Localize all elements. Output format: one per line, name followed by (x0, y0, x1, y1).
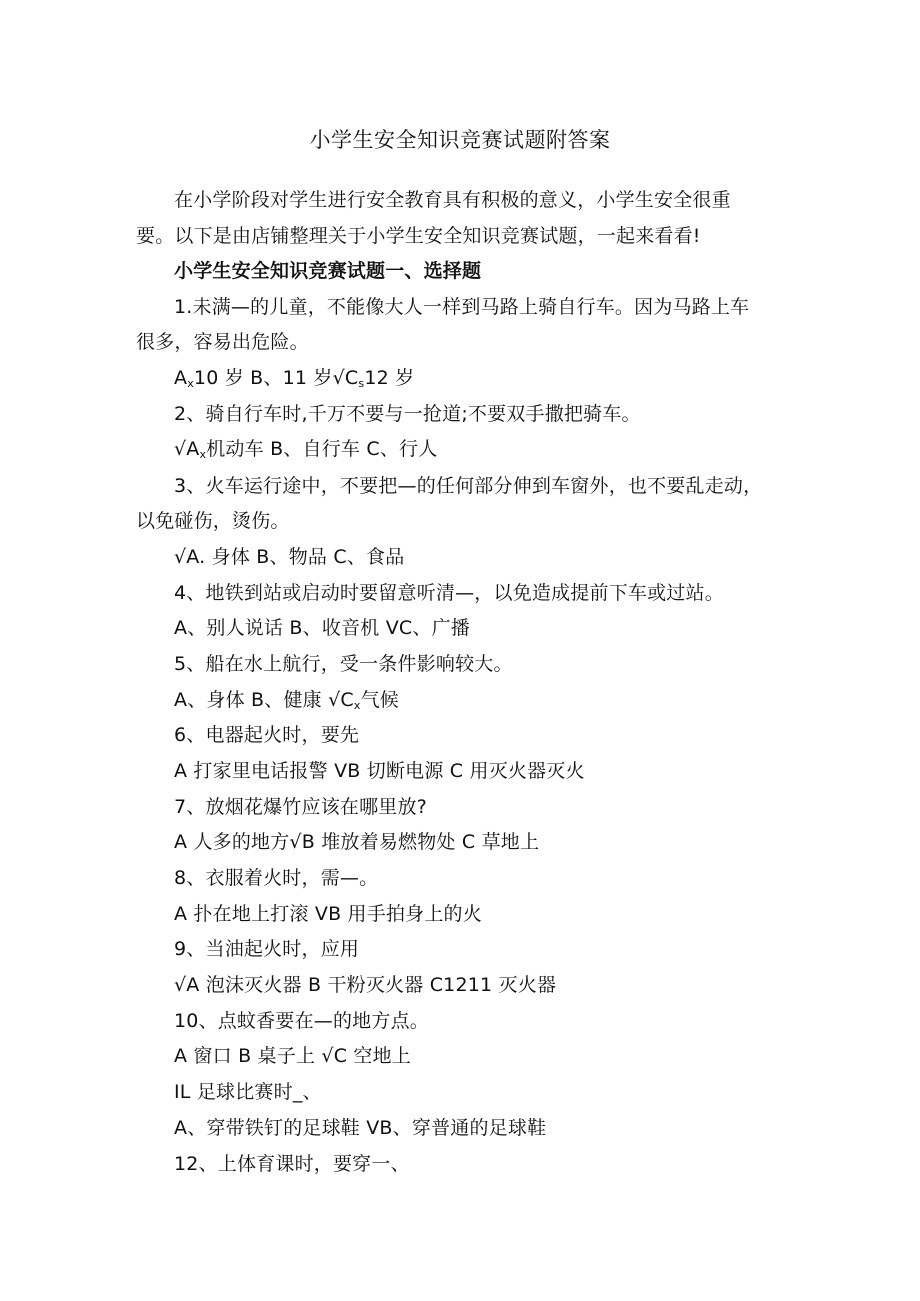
question-2: 2、骑自行车时,千万不要与一抢道;不要双手撒把骑车。 (174, 403, 641, 425)
options-text: A、身体 B、健康 √C (174, 689, 354, 711)
question-9: 9、当油起火时，应用 (174, 938, 360, 960)
question-3-line-1: 3、火车运行途中，不要把—的任何部分伸到车窗外，也不要乱走动， (174, 475, 763, 497)
question-4-options: A、别人说话 B、收音机 VC、广播 (174, 617, 470, 639)
question-5: 5、船在水上航行，受一条件影响较大。 (174, 653, 513, 675)
question-4: 4、地铁到站或启动时要留意听清—，以免造成提前下车或过站。 (174, 582, 724, 604)
intro-paragraph-line-2: 要。以下是由店铺整理关于小学生安全知识竞赛试题，一起来看看! (136, 225, 701, 247)
question-1-options (174, 364, 414, 398)
question-11: IL 足球比赛时_、 (174, 1081, 322, 1103)
options-text: 10 岁 B、11 岁√C (193, 367, 359, 389)
question-6-options: A 打家里电话报警 VB 切断电源 C 用灭火器灭火 (174, 760, 585, 782)
subscript-mark: x (187, 377, 194, 390)
subscript-mark: x (353, 699, 361, 712)
question-2-options (174, 435, 437, 469)
section-heading: 小学生安全知识竞赛试题一、选择题 (174, 260, 482, 282)
subscript-mark: x (199, 448, 207, 461)
question-9-options: √A 泡沫灭火器 B 干粉灭火器 C1211 灭火器 (174, 974, 557, 996)
option-a-label: √A (174, 438, 200, 460)
page-title: 小学生安全知识竞赛试题附答案 (309, 128, 611, 152)
options-text: 机动车 B、自行车 C、行人 (206, 438, 438, 460)
question-11-options: A、穿带铁钉的足球鞋 VB、穿普通的足球鞋 (174, 1117, 547, 1139)
question-1-line-1: 1.未满—的儿童，不能像大人一样到马路上骑自行车。因为马路上车 (174, 296, 750, 318)
options-tail: 气候 (360, 689, 400, 711)
question-5-options (174, 686, 399, 720)
question-3-options: √A. 身体 B、物品 C、食品 (174, 546, 405, 568)
question-7: 7、放烟花爆竹应该在哪里放? (174, 796, 427, 818)
options-tail: 12 岁 (364, 367, 415, 389)
question-1-line-2: 很多，容易出危险。 (136, 331, 309, 353)
question-8-options: A 扑在地上打滚 VB 用手拍身上的火 (174, 903, 482, 925)
intro-paragraph-line-1: 在小学阶段对学生进行安全教育具有积极的意义，小学生安全很重 (174, 189, 731, 211)
question-10: 10、点蚊香要在—的地方点。 (174, 1010, 429, 1032)
question-6: 6、电器起火时，要先 (174, 724, 360, 746)
option-a-label: A (174, 367, 188, 389)
subscript-mark: s (358, 377, 365, 390)
question-8: 8、衣服着火时，需—。 (174, 867, 379, 889)
question-3-line-2: 以免碰伤，烫伤。 (136, 510, 290, 532)
question-7-options: A 人多的地方√B 堆放着易燃物处 C 草地上 (174, 831, 540, 853)
question-12: 12、上体育课时，要穿一、 (174, 1153, 410, 1175)
question-10-options: A 窗口 B 桌子上 √C 空地上 (174, 1045, 412, 1067)
